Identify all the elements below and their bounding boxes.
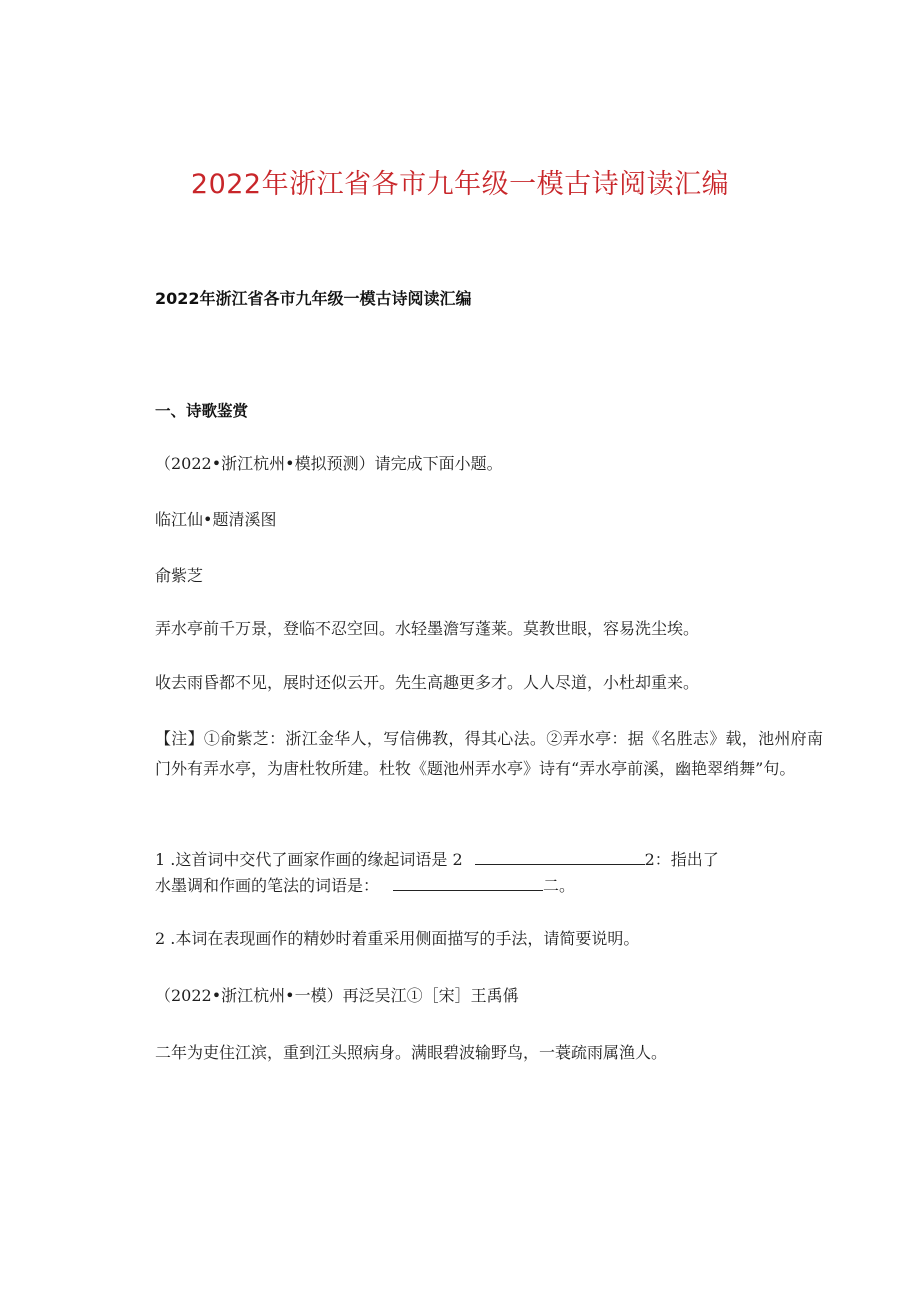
question-1-text-b: 2：指出了 bbox=[644, 850, 719, 869]
poem-1-title: 临江仙•题清溪图 bbox=[155, 510, 277, 529]
poem-2-line-1: 二年为吏住江滨，重到江头照病身。满眼碧波输野鸟，一蓑疏雨属渔人。 bbox=[155, 1043, 668, 1062]
answer-blank-1[interactable] bbox=[475, 846, 645, 865]
source-line-2: （2022•浙江杭州•一模）再泛吴江①［宋］王禹偁 bbox=[155, 986, 519, 1005]
document-title: 2022年浙江省各市九年级一模古诗阅读汇编 bbox=[190, 169, 730, 200]
poem-1-line-2: 收去雨昏都不见，展时还似云开。先生高趣更多才。人人尽道，小杜却重来。 bbox=[155, 673, 700, 692]
annotation-note: 【注】①俞紫芝：浙江金华人，写信佛教，得其心法。②弄水亭：据《名胜志》载，池州府南门外有弄水亭，为唐杜牧所建。杜牧《题池州弄水亭》诗有“弄水亭前溪，幽艳翠绡舞”句。 bbox=[155, 729, 823, 778]
question-1-row-2 bbox=[155, 872, 575, 899]
question-1-text-c: 水墨调和作画的笔法的词语是： bbox=[155, 876, 380, 895]
source-line-1: （2022•浙江杭州•模拟预测）请完成下面小题。 bbox=[155, 454, 503, 473]
question-1-row-1 bbox=[155, 846, 719, 873]
answer-blank-2[interactable] bbox=[393, 872, 543, 891]
poem-1-author: 俞紫芝 bbox=[155, 566, 204, 585]
question-2: 2 .本词在表现画作的精妙时着重采用侧面描写的手法，请简要说明。 bbox=[155, 929, 640, 948]
question-1-text-a: 1 .这首词中交代了画家作画的缘起词语是 2 bbox=[155, 850, 463, 869]
question-1-text-d: 二。 bbox=[543, 876, 576, 895]
poem-1-line-1: 弄水亭前千万景，登临不忍空回。水轻墨澹写蓬莱。莫教世眼，容易洗尘埃。 bbox=[155, 619, 700, 638]
section-heading: 一、诗歌鉴赏 bbox=[155, 402, 249, 420]
document-subtitle: 2022年浙江省各市九年级一模古诗阅读汇编 bbox=[155, 289, 472, 308]
